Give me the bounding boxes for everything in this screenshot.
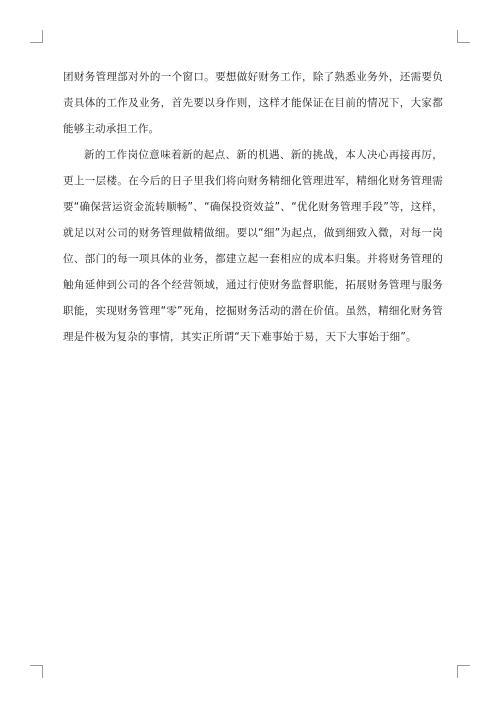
- crop-mark-top-right: [457, 30, 470, 43]
- paragraph-1: 团财务管理部对外的一个窗口。要想做好财务工作，除了熟悉业务外，还需要负责具体的工作及业务，首先要以身作则，这样才能保证在目前的情况下，大家都能够主动承担工作。: [63, 71, 443, 135]
- paragraph-2: 新的工作岗位意味着新的起点、新的机遇、新的挑战，本人决心再接再厉，更上一层楼。在今后的日子里我们将向财务精细化管理进军，精细化财务管理需要“确保营运资金流转顺畅”、“确保投资效益”、“优化财务管理手段”等，这样，就足以对公司的财务管理做精做细。要以“细”为起点，做到细致入微，对每一岗位、部门的每一项具体的业务，都建立起一套相应的成本归集。并将财务管理的触角延伸到公司的各个经营领域，通过行使财务监督职能，拓展财务管理与服务职能，实现财务管理“零”死角，挖掘财务活动的潜在价值。虽然，精细化财务管理是件极为复杂的事情，其实正所谓“天下难事始于易，天下大事始于细”。: [63, 149, 443, 343]
- crop-mark-bottom-left: [30, 665, 43, 678]
- document-body: [63, 64, 443, 350]
- crop-mark-top-left: [30, 30, 43, 43]
- crop-mark-bottom-right: [457, 665, 470, 678]
